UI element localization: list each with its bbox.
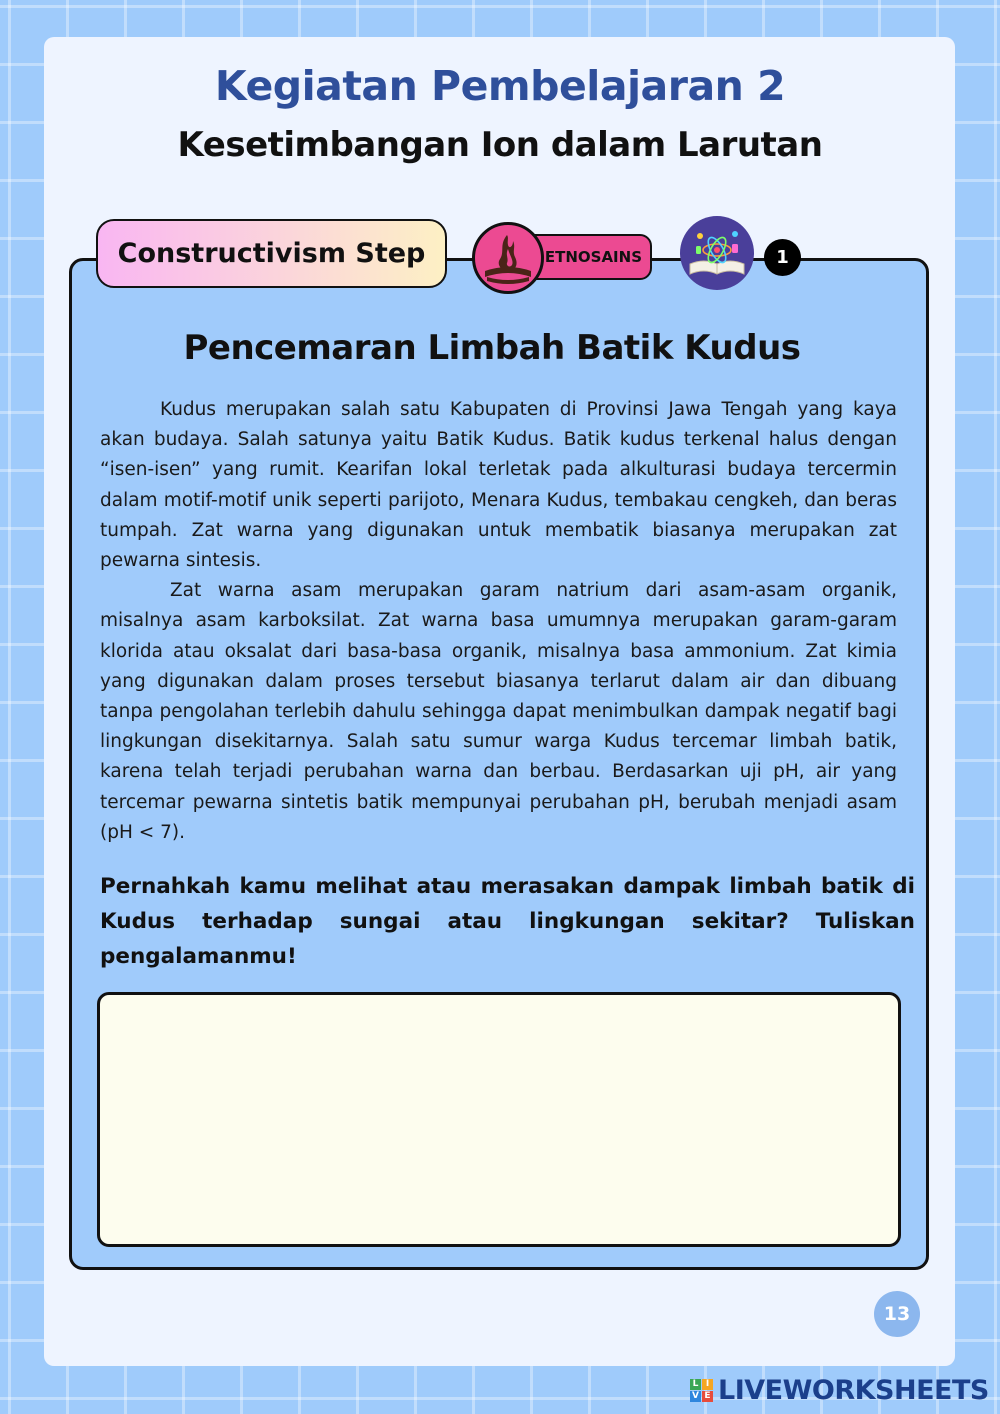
question-prompt: Pernahkah kamu melihat atau merasakan dampak limbah batik di Kudus terhadap sungai atau lingkungan sekitar? Tuliskan pengalamanmu! (100, 874, 915, 969)
liveworksheets-logo (690, 1373, 989, 1407)
step-label: Constructivism Step (96, 219, 447, 288)
article-body (100, 395, 897, 848)
logo-letter: I (702, 1379, 713, 1390)
page-subtitle: Kesetimbangan Ion dalam Larutan (177, 125, 823, 165)
etnosains-flame-icon (472, 222, 544, 294)
page-title: Kegiatan Pembelajaran 2 (214, 62, 786, 110)
brand-name: LIVEWORKSHEETS (718, 1374, 989, 1406)
article-title: Pencemaran Limbah Batik Kudus (183, 328, 801, 368)
logo-letter: V (690, 1391, 701, 1402)
etnosains-label: ETNOSAINS (544, 248, 642, 266)
answer-textbox[interactable] (97, 992, 901, 1247)
liveworksheets-icon (690, 1379, 713, 1402)
article-paragraph: Zat warna asam merupakan garam natrium dari asam-asam organik, misalnya asam karboksilat. Zat warna basa umumnya merupakan garam-garam klorida atau oksalat dari basa-basa organik, misalnya basa ammonium. Zat kimia yang digunakan dalam proses tersebut biasanya terlarut dalam air dan dibuang tanpa pengolahan terlebih dahulu sehingga dapat menimbulkan dampak negatif bagi lingkungan disekitarnya. Salah satu sumur warga Kudus tercemar limbah batik, karena telah terjadi perubahan warna dan berbau. Berdasarkan uji pH, air yang tercemar pewarna sintetis batik mempunyai perubahan pH, berubah menjadi asam (pH < 7). (100, 580, 897, 843)
logo-letter: E (702, 1391, 713, 1402)
article-paragraph: Kudus merupakan salah satu Kabupaten di Provinsi Jawa Tengah yang kaya akan budaya. Salah satunya yaitu Batik Kudus. Batik kudus terkenal halus dengan “isen-isen” yang rumit. Kearifan lokal terletak pada alkulturasi budaya tercermin dalam motif-motif unik seperti parijoto, Menara Kudus, tembakau cengkeh, dan beras tumpah. Zat warna yang digunakan untuk membatik biasanya merupakan zat pewarna sintesis. (100, 399, 897, 572)
step-number-badge: 1 (764, 239, 801, 276)
science-book-icon (680, 216, 754, 290)
page-number: 13 (874, 1291, 920, 1337)
logo-letter: L (690, 1379, 701, 1390)
